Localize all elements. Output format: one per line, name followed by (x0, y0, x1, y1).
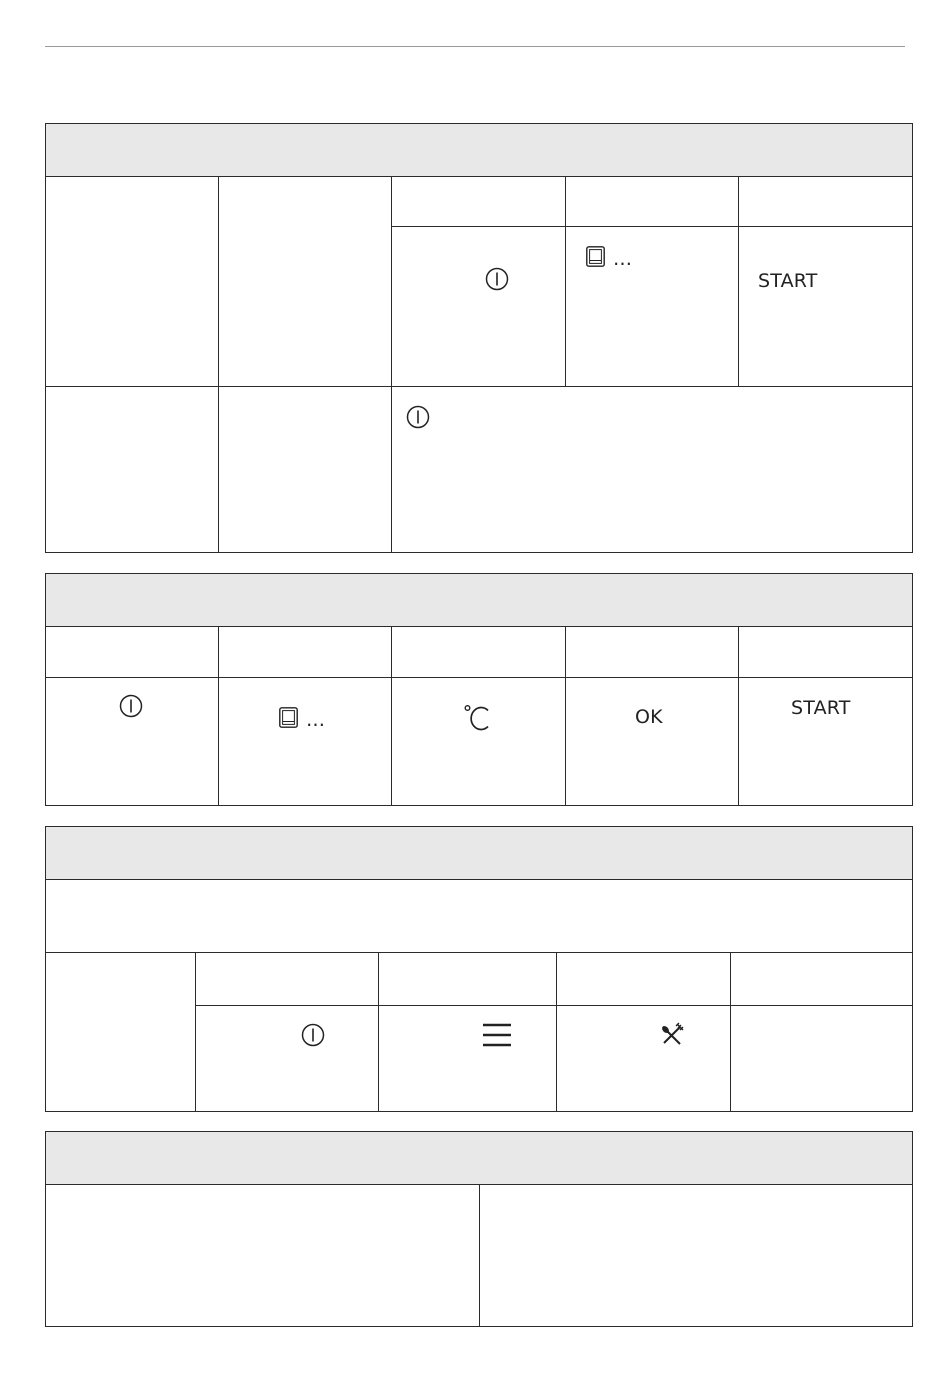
table-4 (45, 1131, 913, 1327)
table-3-header (46, 827, 912, 880)
ok-button[interactable]: OK (635, 706, 663, 728)
table-3 (45, 826, 913, 1112)
celsius-icon (464, 704, 492, 732)
oven-function-icon (279, 707, 298, 728)
table-4-header (46, 1132, 912, 1185)
start-button[interactable]: START (758, 270, 818, 292)
table-2 (45, 573, 913, 806)
power-icon (119, 694, 143, 718)
start-button[interactable]: START (791, 697, 851, 719)
ellipsis-text: … (306, 709, 326, 731)
power-icon (406, 405, 430, 429)
table-1 (45, 123, 913, 553)
table-1-header (46, 124, 912, 177)
ellipsis-text: … (613, 248, 633, 270)
power-icon (301, 1023, 325, 1047)
cutlery-icon (660, 1023, 684, 1047)
oven-function-icon (586, 246, 605, 267)
power-icon (485, 267, 509, 291)
header-rule (45, 46, 905, 47)
table-2-header (46, 574, 912, 627)
menu-icon (483, 1023, 511, 1047)
